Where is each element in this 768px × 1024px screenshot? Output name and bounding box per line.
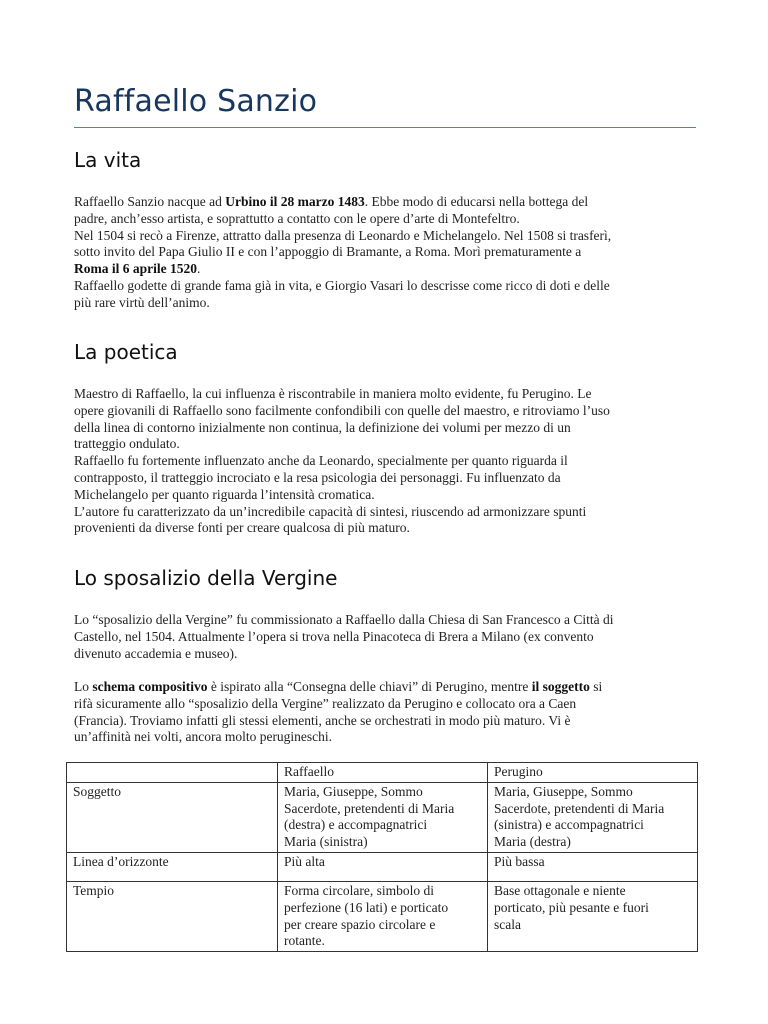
cell-line: per creare spazio circolare e <box>284 916 436 932</box>
bold-text: Urbino il 28 marzo 1483 <box>225 194 365 209</box>
table-header-row <box>67 763 698 783</box>
row-label: Tempio <box>67 881 278 951</box>
document-title: Raffaello Sanzio <box>74 84 318 119</box>
text-line: Michelangelo per quanto riguarda l’intensità cromatica. <box>74 486 375 502</box>
bold-text: il soggetto <box>531 679 590 694</box>
bold-text: schema compositivo <box>92 679 208 694</box>
text-line: Nel 1504 si recò a Firenze, attratto dalla presenza di Leonardo e Michelangelo. Nel 1508 si trasferì, <box>74 227 612 243</box>
cell-raffaello <box>278 852 488 881</box>
text-line: sotto invito del Papa Giulio II e con l’appoggio di Bramante, a Roma. Morì prematuramente a <box>74 244 582 260</box>
text-line: Lo “sposalizio della Vergine” fu commissionato a Raffaello dalla Chiesa di San Francesco a Città di <box>74 612 614 627</box>
table-header-cell <box>67 763 278 783</box>
cell-line: Più bassa <box>494 853 545 869</box>
text-line: rifà sicuramente allo “sposalizio della Vergine” realizzato da Perugino e collocato ora a Caen <box>74 695 577 711</box>
paragraph-la-poetica <box>74 386 696 537</box>
bold-text: Roma il 6 aprile 1520 <box>74 261 197 277</box>
cell-raffaello <box>278 782 488 852</box>
table-row <box>67 782 698 852</box>
text-line: un’affinità nei volti, ancora molto perugineschi. <box>74 729 333 745</box>
cell-perugino <box>488 852 698 881</box>
cell-line: Sacerdote, pretendenti di Maria <box>494 800 665 816</box>
paragraph-sposalizio-2 <box>74 679 696 746</box>
cell-line: Base ottagonale e niente <box>494 882 626 898</box>
text-line: opere giovanili di Raffaello sono facilmente confondibili con quelle del maestro, e ritroviamo l’uso <box>74 402 610 418</box>
text-line: Raffaello Sanzio nacque ad Urbino il 28 marzo 1483. Ebbe modo di educarsi nella bottega del <box>74 194 589 209</box>
row-label: Soggetto <box>67 782 278 852</box>
text-line: Lo schema compositivo è ispirato alla “Consegna delle chiavi” di Perugino, mentre il soggetto si <box>74 679 603 694</box>
heading-la-poetica: La poetica <box>74 340 178 364</box>
cell-line: Maria (sinistra) <box>284 834 368 850</box>
table-header-perugino: Perugino <box>488 763 698 783</box>
text-line: padre, anch’esso artista, e soprattutto a contatto con le opere d’arte di Montefeltro. <box>74 210 520 226</box>
cell-line: perfezione (16 lati) e porticato <box>284 899 449 915</box>
text-line: provenienti da diverse fonti per creare qualcosa di più maturo. <box>74 520 410 536</box>
cell-perugino <box>488 881 698 951</box>
text-line: tratteggio ondulato. <box>74 436 180 452</box>
table-row <box>67 852 698 881</box>
text-line: L’autore fu caratterizzato da un’incredibile capacità di sintesi, riuscendo ad armonizzare spunti <box>74 503 587 519</box>
cell-line: Maria, Giuseppe, Sommo <box>494 783 633 799</box>
paragraph-la-vita <box>74 194 696 312</box>
cell-line: (destra) e accompagnatrici <box>284 817 428 833</box>
heading-la-vita: La vita <box>74 148 142 172</box>
table-row <box>67 881 698 951</box>
cell-line: Sacerdote, pretendenti di Maria <box>284 800 455 816</box>
text-line: divenuto accademia e museo). <box>74 645 238 661</box>
paragraph-sposalizio-1 <box>74 612 696 662</box>
text-line: Maestro di Raffaello, la cui influenza è riscontrabile in maniera molto evidente, fu Perugino. Le <box>74 386 592 401</box>
heading-sposalizio: Lo sposalizio della Vergine <box>74 566 338 590</box>
text-line: Roma il 6 aprile 1520. <box>74 261 201 277</box>
text-line: Castello, nel 1504. Attualmente l’opera si trova nella Pinacoteca di Brera a Milano (ex convento <box>74 628 594 644</box>
row-label: Linea d’orizzonte <box>67 852 278 881</box>
cell-line: Più alta <box>284 853 325 869</box>
title-underline <box>74 127 696 128</box>
table-header-raffaello: Raffaello <box>278 763 488 783</box>
comparison-table <box>66 762 698 952</box>
text-line: contrapposto, il tratteggio incrociato e la resa psicologia dei personaggi. Fu influenzato da <box>74 469 561 485</box>
cell-line: scala <box>494 916 521 932</box>
cell-line: rotante. <box>284 933 325 949</box>
cell-line: porticato, più pesante e fuori <box>494 899 649 915</box>
cell-line: Maria (destra) <box>494 834 571 850</box>
text-line: più rare virtù dell’animo. <box>74 294 210 310</box>
cell-raffaello <box>278 881 488 951</box>
cell-perugino <box>488 782 698 852</box>
text-line: della linea di contorno inizialmente non continua, la definizione dei volumi per mezzo di un <box>74 419 571 435</box>
text-line: (Francia). Troviamo infatti gli stessi elementi, anche se orchestrati in modo più maturo. Vi è <box>74 712 571 728</box>
cell-line: (sinistra) e accompagnatrici <box>494 817 644 833</box>
cell-line: Forma circolare, simbolo di <box>284 882 434 898</box>
text-line: Raffaello godette di grande fama già in vita, e Giorgio Vasari lo descrisse come ricco di doti e delle <box>74 277 610 293</box>
text-line: Raffaello fu fortemente influenzato anche da Leonardo, specialmente per quanto riguarda il <box>74 453 568 469</box>
cell-line: Maria, Giuseppe, Sommo <box>284 783 423 799</box>
